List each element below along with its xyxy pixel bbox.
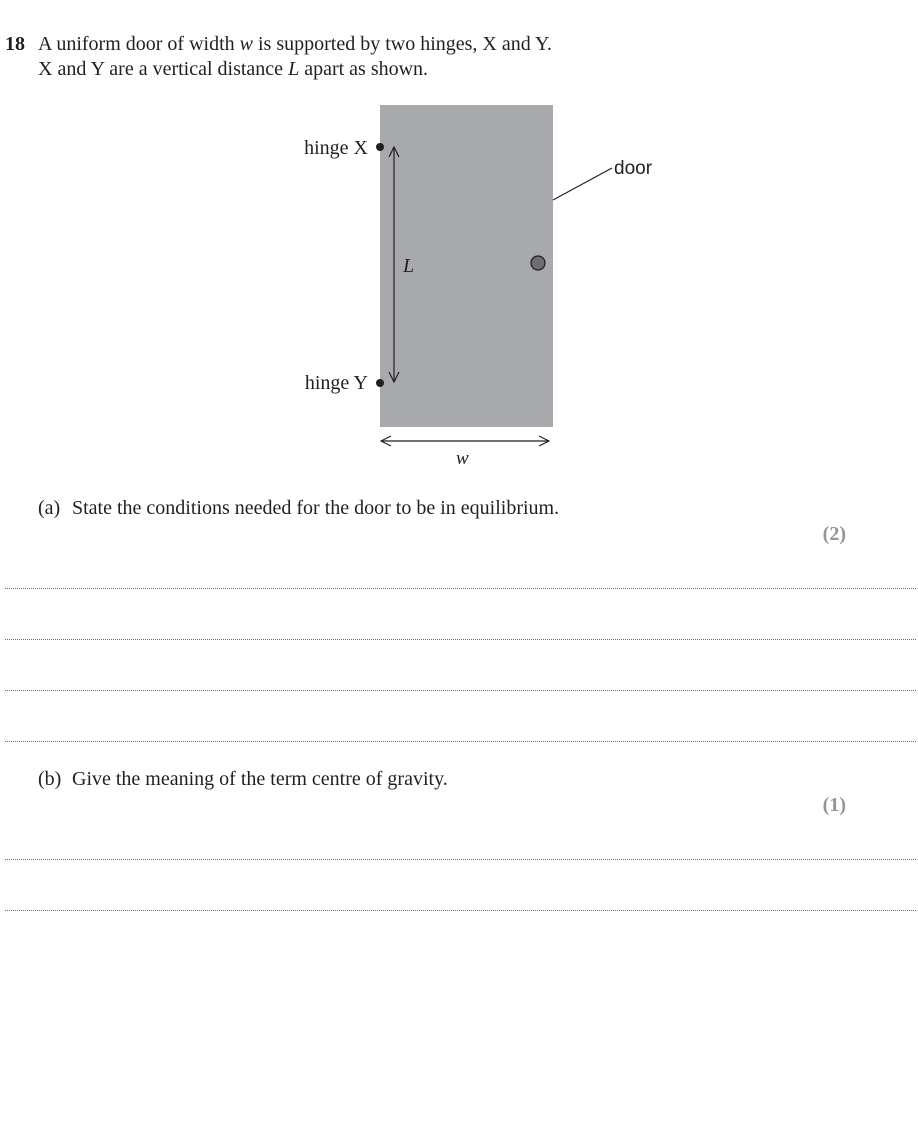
part-b-marks: (1) <box>822 794 846 816</box>
answer-line[interactable] <box>5 859 916 860</box>
part-b-label: (b) <box>38 768 62 790</box>
hinge-x-dot <box>376 143 384 151</box>
length-symbol: L <box>288 58 300 80</box>
answer-line[interactable] <box>5 588 916 589</box>
door-label: door <box>614 158 653 179</box>
answer-line[interactable] <box>5 910 916 911</box>
hinge-y-dot <box>376 379 384 387</box>
part-b-question <box>38 767 448 791</box>
door-leader-line <box>553 168 612 200</box>
answer-line[interactable] <box>5 639 916 640</box>
part-b-text: Give the meaning of the term centre of gravity. <box>72 768 448 790</box>
length-label: L <box>403 255 415 277</box>
width-symbol: w <box>239 33 253 55</box>
answer-line[interactable] <box>5 690 916 691</box>
question-stem-line-2: X and Y are a vertical distance L apart as shown. <box>38 58 429 80</box>
hinge-y-label: hinge Y <box>304 372 368 394</box>
centre-of-gravity-marker <box>531 256 545 270</box>
part-a-label: (a) <box>38 497 61 519</box>
width-label: w <box>456 448 469 469</box>
question-number: 18 <box>5 33 25 55</box>
part-a-question <box>38 496 559 520</box>
door-diagram <box>0 0 918 480</box>
question-stem-line-1: A uniform door of width w is supported by two hinges, X and Y. <box>38 33 552 55</box>
part-a-marks: (2) <box>822 523 846 545</box>
answer-line[interactable] <box>5 741 916 742</box>
hinge-x-label: hinge X <box>304 137 368 159</box>
part-a-text: State the conditions needed for the door to be in equilibrium. <box>72 497 560 519</box>
